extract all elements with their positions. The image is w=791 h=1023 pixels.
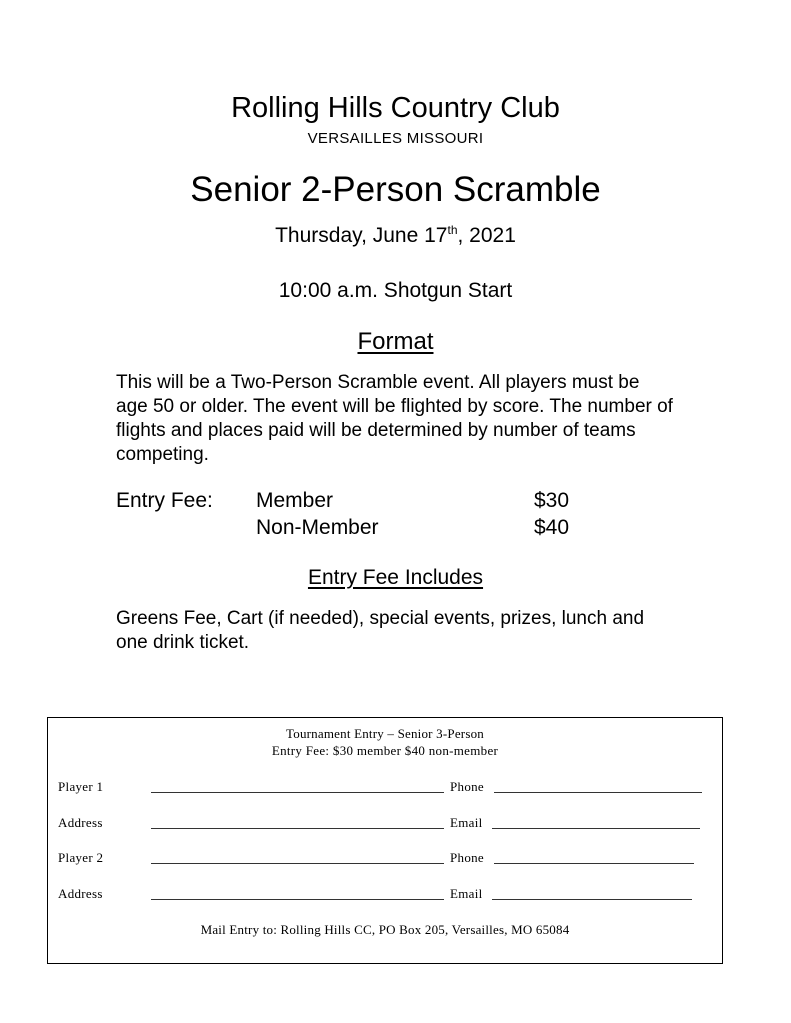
player1-phone-field[interactable] [494,792,702,793]
format-description: This will be a Two-Person Scramble event. All players must be age 50 or older. The event will be flighted by score. The number of flights and places paid will be determined by number of teams competing. [116,372,673,465]
player2-label: Player 2 [58,850,104,865]
event-start-time: 10:00 a.m. Shotgun Start [278,279,513,302]
includes-heading-text: Entry Fee Includes [307,566,484,589]
form-row-player2 [48,850,722,870]
format-heading [0,328,791,356]
email1-label: Email [450,815,483,830]
form-row-address2 [48,886,722,906]
event-title: Senior 2-Person Scramble [190,170,601,209]
fee-amount-non-member: $40 [534,516,570,539]
event-date [0,224,791,248]
address1-field[interactable] [151,828,444,829]
format-heading-text: Format [357,328,434,355]
entry-form [47,717,723,964]
event-date-day: Thursday, June 17 [275,224,448,247]
fee-amount-member: $30 [534,489,570,512]
club-name: Rolling Hills Country Club [231,92,560,124]
email1-field[interactable] [492,828,700,829]
player2-phone-label: Phone [450,850,484,865]
fee-type-member: Member [256,489,334,512]
event-date-year: , 2021 [457,224,516,247]
email2-label: Email [450,886,483,901]
includes-description: Greens Fee, Cart (if needed), special events, prizes, lunch and one drink ticket. [116,608,645,653]
email2-field[interactable] [492,899,692,900]
player1-name-field[interactable] [151,792,444,793]
address2-label: Address [58,886,103,901]
form-title: Tournament Entry – Senior 3-Person [286,726,484,741]
player1-phone-label: Phone [450,779,484,794]
player1-label: Player 1 [58,779,104,794]
address1-label: Address [58,815,103,830]
entry-fee-label: Entry Fee: [116,489,213,512]
form-row-address1 [48,815,722,835]
address2-field[interactable] [151,899,444,900]
club-location: VERSAILLES MISSOURI [307,130,484,147]
player2-phone-field[interactable] [494,863,694,864]
player2-name-field[interactable] [151,863,444,864]
includes-heading [0,566,791,590]
form-row-player1 [48,779,722,799]
event-date-ordinal: th [447,223,458,237]
mail-entry-address: Mail Entry to: Rolling Hills CC, PO Box 205, Versailles, MO 65084 [200,922,570,937]
fee-type-non-member: Non-Member [256,516,379,539]
form-fees-line: Entry Fee: $30 member $40 non-member [271,743,499,758]
